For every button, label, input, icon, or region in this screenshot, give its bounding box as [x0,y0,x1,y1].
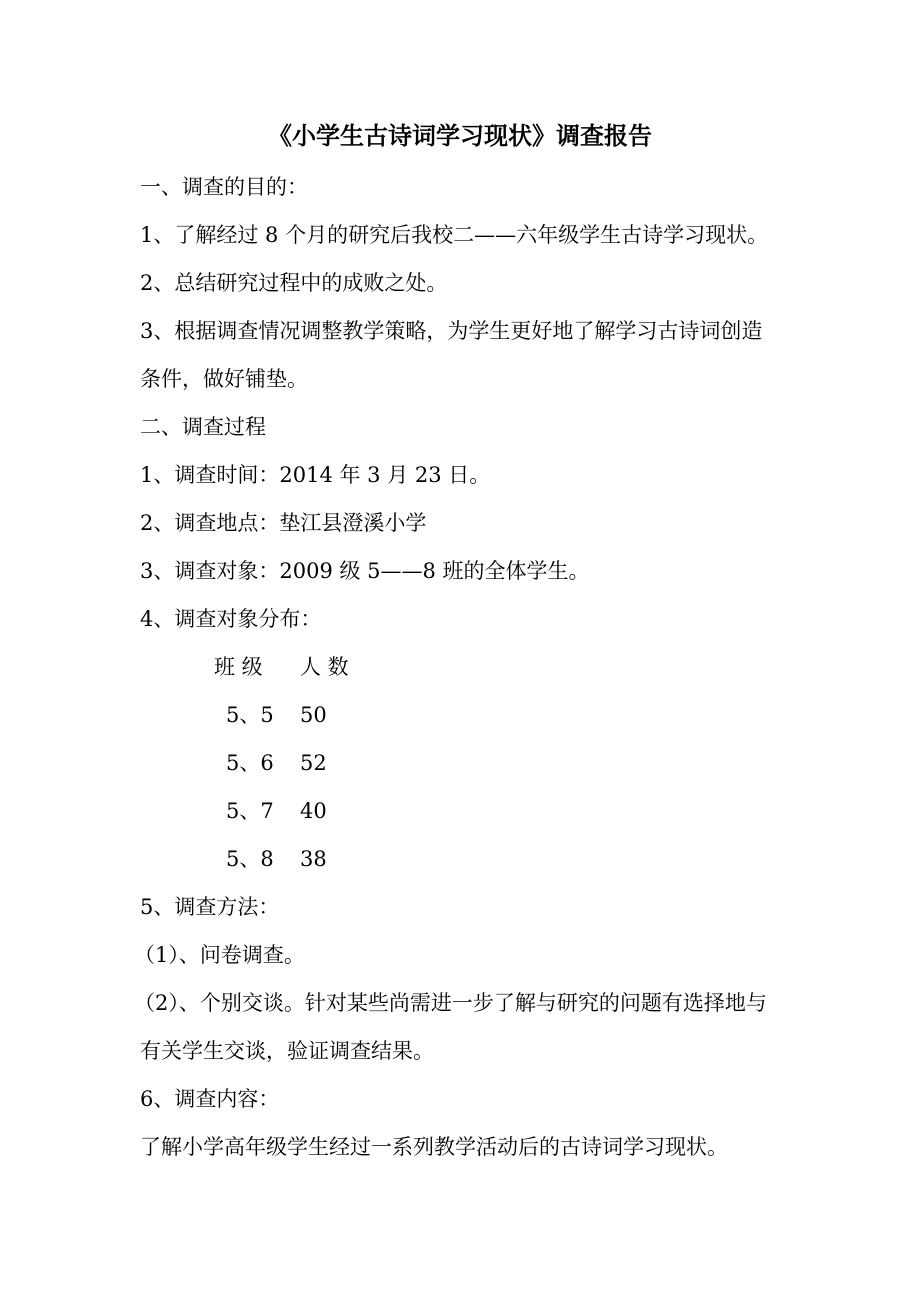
survey-method-1: （1）、问卷调查。 [134,943,305,967]
table-header-class: 班 级 [214,655,263,679]
purpose-item-1: 1、了解经过 8 个月的研究后我校二——六年级学生古诗学习现状。 [140,223,769,247]
section-heading-purpose: 一、调查的目的： [140,175,308,199]
purpose-item-3: 3、根据调查情况调整教学策略，为学生更好地了解学习古诗词创造 [140,319,763,343]
survey-content-heading: 6、调查内容： [140,1087,280,1111]
table-cell-class: 5、6 [226,751,274,775]
table-cell-count: 52 [300,751,327,775]
purpose-item-2: 2、总结研究过程中的成败之处。 [140,271,448,295]
table-header-count: 人 数 [300,655,349,679]
purpose-item-3-continued: 条件，做好铺垫。 [140,367,308,391]
table-cell-count: 38 [300,847,327,871]
table-cell-count: 50 [300,703,327,727]
survey-content-text: 了解小学高年级学生经过一系列教学活动后的古诗词学习现状。 [140,1135,728,1159]
table-cell-count: 40 [300,799,327,823]
report-title: 《小学生古诗词学习现状》调查报告 [268,121,652,150]
survey-method-2: （2）、个别交谈。针对某些尚需进一步了解与研究的问题有选择地与 [134,991,767,1015]
table-cell-class: 5、8 [226,847,274,871]
survey-time: 1、调查时间：2014 年 3 月 23 日。 [140,463,491,487]
survey-subjects: 3、调查对象：2009 级 5——8 班的全体学生。 [140,559,590,583]
survey-method-2-continued: 有关学生交谈，验证调查结果。 [140,1039,434,1063]
survey-distribution-heading: 4、调查对象分布： [140,607,322,631]
section-heading-process: 二、调查过程 [140,415,266,439]
survey-method-heading: 5、调查方法： [140,895,280,919]
table-cell-class: 5、7 [226,799,274,823]
survey-location: 2、调查地点：垫江县澄溪小学 [140,511,427,535]
table-cell-class: 5、5 [226,703,274,727]
